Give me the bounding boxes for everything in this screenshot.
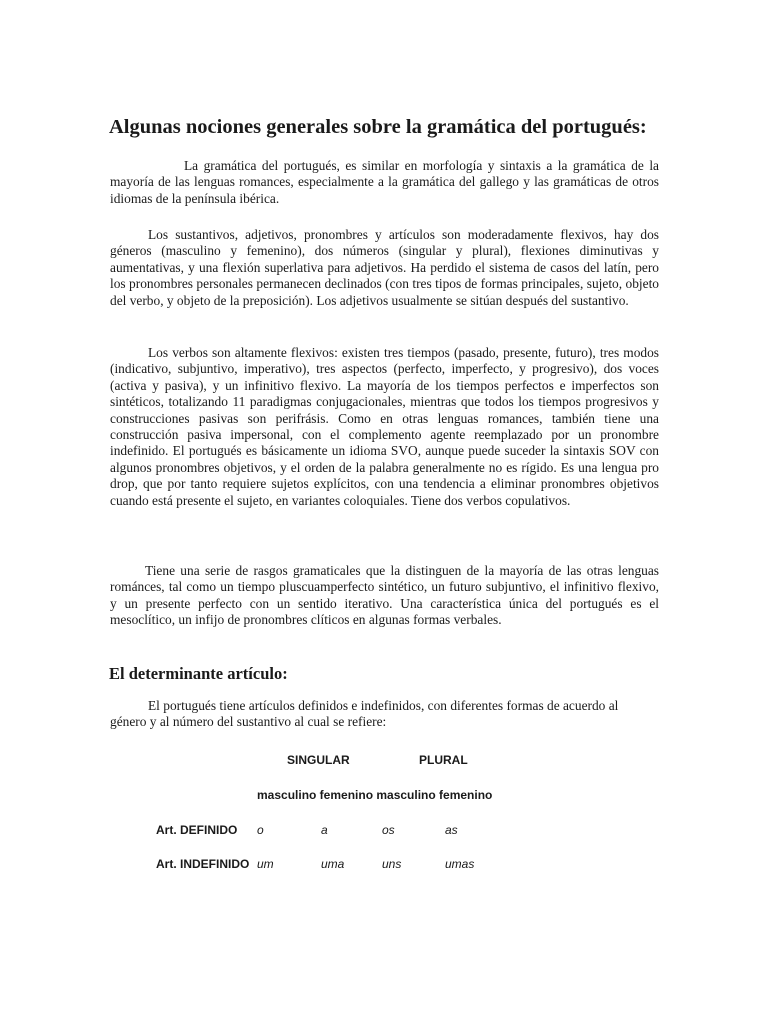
row-label-indefinido: Art. INDEFINIDO — [156, 857, 250, 871]
cell-definido-fem-sing: a — [321, 823, 328, 837]
paragraph-sustantivos: Los sustantivos, adjetivos, pronombres y artículos son moderadamente flexivos, hay dos géneros (masculino y femenino), dos números (singular y plural), flexiones diminutivas y aumentativas, y una flexión superlativa para adjetivos. Ha perdido el sistema de casos del latín, pero los pronombres personales permanecen declinados (con tres tipos de formas principales, sujeto, objeto del verbo, y objeto de la preposición). Los adjetivos usualmente se sitúan después del sustantivo. — [110, 227, 659, 308]
paragraph-articulo-intro: El portugués tiene artículos definidos e indefinidos, con diferentes formas de acuerdo al género y al número del sustantivo al cual se refiere: — [110, 698, 619, 730]
cell-indefinido-fem-plur: umas — [445, 857, 475, 871]
section-subtitle: El determinante artículo: — [109, 664, 288, 683]
document-title: Algunas nociones generales sobre la gramática del portugués: — [109, 116, 647, 138]
header-plural: PLURAL — [419, 753, 468, 767]
cell-definido-fem-plur: as — [445, 823, 458, 837]
cell-indefinido-masc-plur: uns — [382, 857, 402, 871]
header-singular: SINGULAR — [287, 753, 350, 767]
paragraph-intro: La gramática del portugués, es similar en morfología y sintaxis a la gramática de la mayoría de las lenguas romances, especialmente a la gramática del gallego y las gramáticas de otros idiomas de la península ibérica. — [110, 158, 659, 206]
cell-definido-masc-plur: os — [382, 823, 395, 837]
row-label-definido: Art. DEFINIDO — [156, 823, 238, 837]
paragraph-verbos: Los verbos son altamente flexivos: existen tres tiempos (pasado, presente, futuro), tres modos (indicativo, subjuntivo, imperativo), tres aspectos (perfecto, imperfecto, y progresivo), dos voces (activa y pasiva), y un infinitivo flexivo. La mayoría de los tiempos perfectos e imperfectos son sintéticos, totalizando 11 paradigmas conjugacionales, mientras que todos los tiempos progresivos y construcciones pasivas son perifrásis. Como en otras lenguas romances, también tiene una construcción pasiva impersonal, con el complemento agente reemplazado por un pronombre indefinido. El portugués es básicamente un idioma SVO, aunque puede suceder la sintaxis SOV con algunos pronombres objetivos, y el orden de la palabra generalmente no es rígido. Es una lengua pro drop, que por tanto requiere sujetos explícitos, con una tendencia a eliminar pronombres objetivos cuando está presente el sujeto, en variantes coloquiales. Tiene dos verbos copulativos. — [110, 345, 659, 508]
paragraph-rasgos: Tiene una serie de rasgos gramaticales que la distinguen de la mayoría de las otras lenguas románces, tal como un tiempo pluscuamperfecto sintético, un futuro subjuntivo, el infinitivo flexivo, y un presente perfecto con un sentido iterativo. Una característica única del portugués es el mesoclítico, un infijo de pronombres clíticos en algunas formas verbales. — [110, 563, 659, 628]
cell-indefinido-masc-sing: um — [257, 857, 274, 871]
cell-definido-masc-sing: o — [257, 823, 264, 837]
cell-indefinido-fem-sing: uma — [321, 857, 345, 871]
gender-row: masculino femenino masculino femenino — [257, 788, 493, 802]
